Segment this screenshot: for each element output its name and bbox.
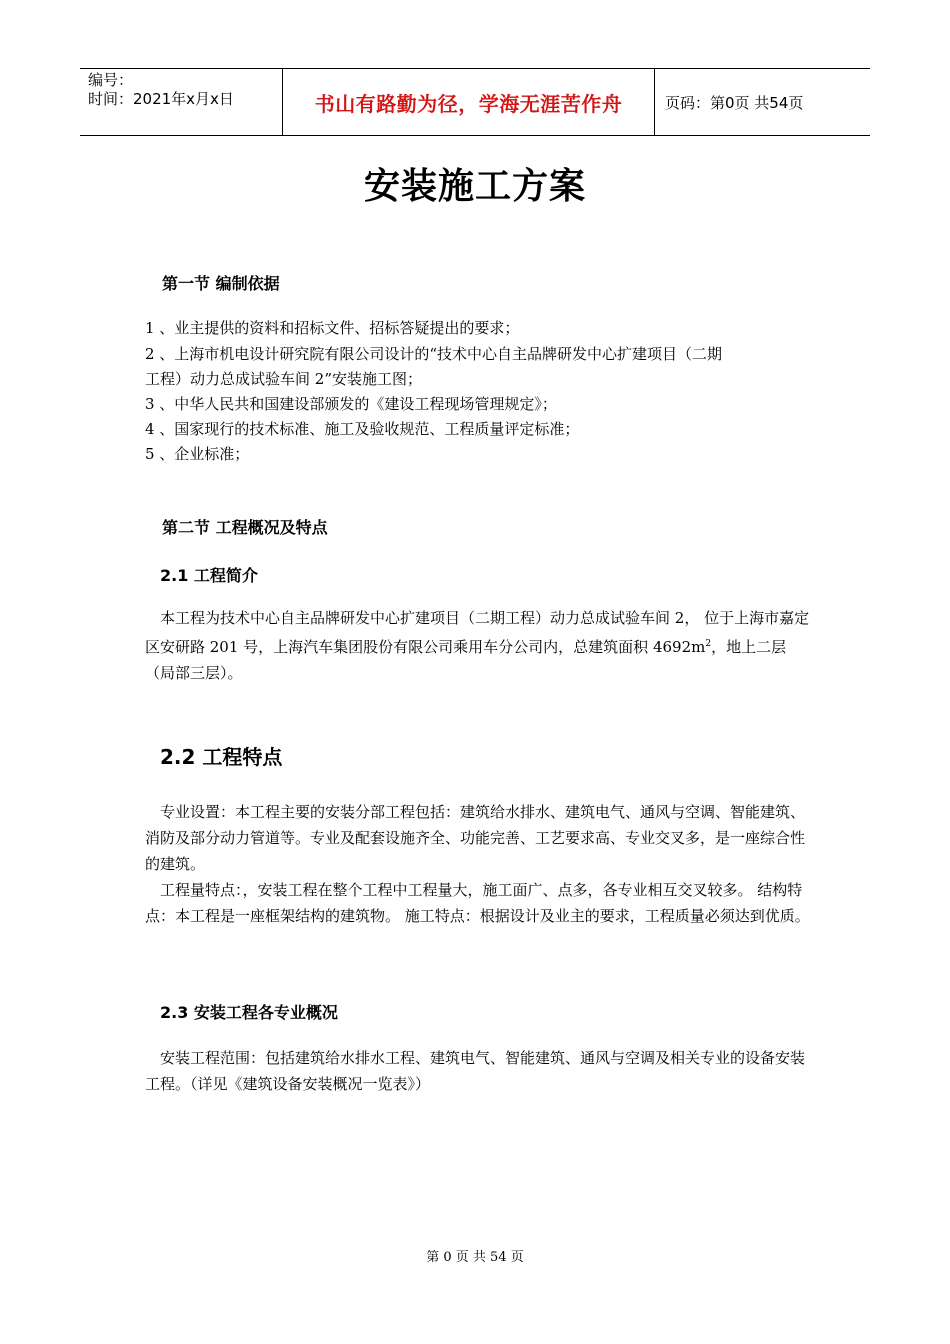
scope-paragraph: 安装工程范围：包括建筑给水排水工程、建筑电气、智能建筑、通风与空调及相关专业的设备安装工程。（详见《建筑设备安装概况一览表》） [145,1049,806,1093]
subsection-2-3-heading: 2.3 安装工程各专业概况 [160,1003,338,1022]
subsection-2-1-heading: 2.1 工程简介 [160,566,258,585]
features-paragraph-2: 工程量特点：，安装工程在整个工程中工程量大，施工面广、点多，各专业相互交叉较多。 结构特点：本工程是一座框架结构的建筑物。 施工特点：根据设计及业主的要求，工程质量必须达到优质。 [145,881,810,925]
header-motto: 书山有路勤为径，学海无涯苦作舟 [282,69,655,135]
number-label: 编号： [88,71,134,89]
features-paragraph-1: 专业设置：本工程主要的安装分部工程包括：建筑给水排水、建筑电气、通风与空调、智能建筑、消防及部分动力管道等。专业及配套设施齐全、功能完善、工艺要求高、专业交叉多，是一座综合性的建筑。 [145,803,806,873]
section1-heading: 第一节 编制依据 [162,274,280,293]
document-title: 安装施工方案 [363,165,586,207]
page-footer: 第 0 页 共 54 页 [426,1250,524,1265]
header-table [80,68,870,136]
date-label: 时间：2021年x月x日 [88,90,234,108]
superscript-two: 2 [705,639,712,649]
header-page-info: 页码：第0页 共54页 [665,93,804,112]
header-meta [80,69,282,135]
basis-item-3: 3 、中华人民共和国建设部颁发的《建设工程现场管理规定》； [145,395,557,413]
basis-item-2-cont: 工程）动力总成试验车间 2”安装施工图； [145,370,422,388]
subsection-2-2-heading: 2.2 工程特点 [160,745,283,769]
project-intro-text: 本工程为技术中心自主品牌研发中心扩建项目（二期工程）动力总成试验车间 2， 位于上海市嘉定区安研路 201 号，上海汽车集团股份有限公司乘用车分公司内，总建筑面积 4692m [145,609,810,656]
project-intro-text-end: ，地上二层（局部三层）。 [145,638,787,682]
project-intro-paragraph [145,605,813,686]
basis-item-4: 4 、国家现行的技术标准、施工及验收规范、工程质量评定标准； [145,420,580,438]
basis-item-1: 1 、业主提供的资料和招标文件、招标答疑提出的要求； [145,319,520,337]
section2-heading: 第二节 工程概况及特点 [162,518,328,537]
basis-item-5: 5 、企业标准； [145,445,250,463]
basis-item-2: 2 、上海市机电设计研究院有限公司设计的“技术中心自主品牌研发中心扩建项目（二期 [145,345,722,363]
